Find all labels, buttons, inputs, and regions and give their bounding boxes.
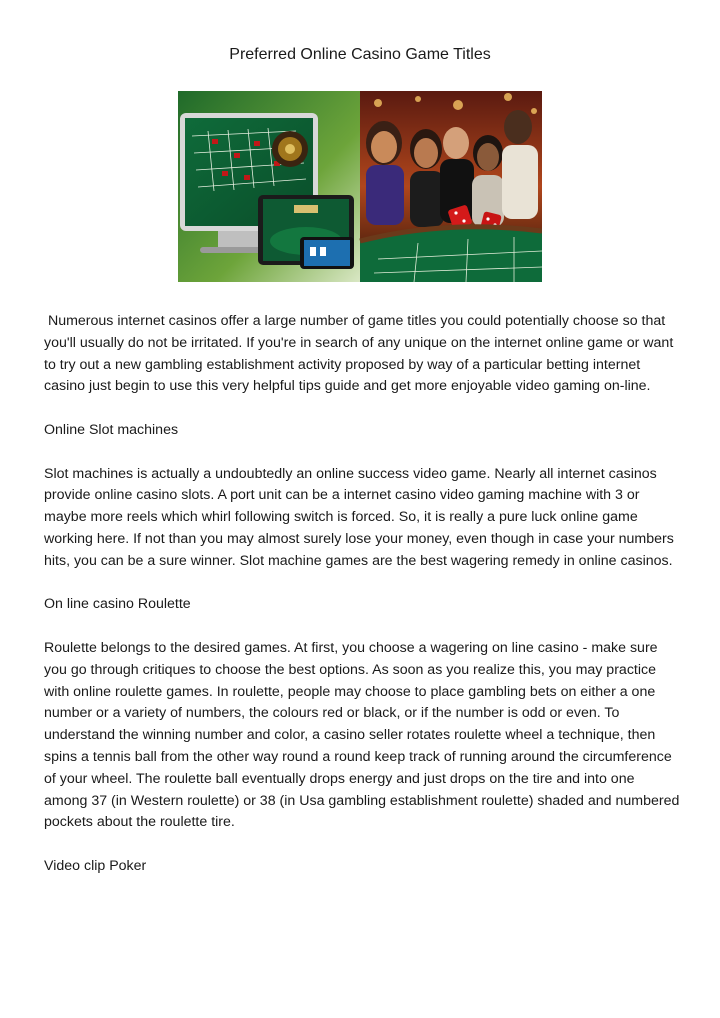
craps-table-graphic: [360, 227, 542, 282]
section-heading-video-poker: Video clip Poker: [44, 857, 147, 874]
casino-hero-image: [178, 91, 542, 282]
phone-graphic: [300, 237, 354, 269]
section-heading-roulette: On line casino Roulette: [44, 596, 191, 613]
page-title: Preferred Online Casino Game Titles: [229, 46, 491, 63]
intro-paragraph: Numerous internet casinos offer a large number of game titles you could potentially choose so that you'll usually do not be irritated. If you're in search of any unique on the internet online game or want to try out a new gambling establishment activity proposed by way of a particular betting internet casino just begin to use this very helpful tips guide and get more enjoyable video gaming on-line.: [44, 313, 678, 395]
section-heading-slots: Online Slot machines: [44, 421, 179, 438]
slots-paragraph: Slot machines is actually a undoubtedly an online success video game. Nearly all internet casinos provide online casino slots. A port unit can be a internet casino video gaming machine with 3 or maybe more reels which whirl following switch is forced. So, it is really a pure luck online game working here. If not than you may almost surely lose your money, even though in case your numbers hits, you can be a sure winner. Slot machine games are the best wagering remedy in online casinos.: [44, 465, 674, 569]
article-body: [44, 311, 680, 900]
roulette-paragraph: Roulette belongs to the desired games. At first, you choose a wagering on line casino - make sure you go through critiques to choose the best options. As soon as you realize this, you may practice with online roulette games. In roulette, people may choose to place gambling bets on either a one number or a variety of numbers, the colours red or black, or if the number is odd or even. To understand the winning number and color, a casino seller rotates roulette wheel a technique, then spins a tennis ball from the other way round a round keep track of running around the circumference of your wheel. The roulette ball eventually drops energy and just drops on the tire and into one among 37 (in Western roulette) or 38 (in Usa gambling establishment roulette) shaded and numbered pockets about the roulette tire.: [44, 639, 680, 831]
